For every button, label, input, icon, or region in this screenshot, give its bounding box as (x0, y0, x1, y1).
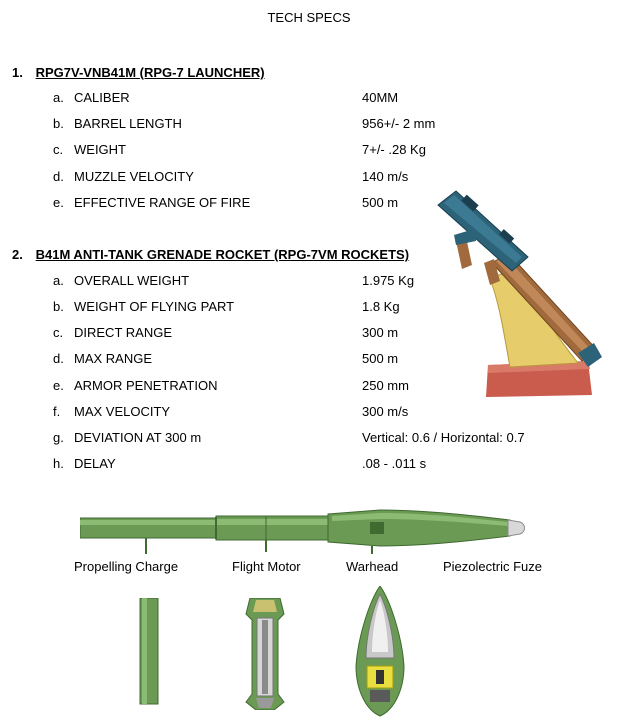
launcher-illustration (430, 185, 605, 400)
spec-label: DIRECT RANGE (74, 325, 172, 340)
spec-label: EFFECTIVE RANGE OF FIRE (74, 195, 251, 210)
spec-label: BARREL LENGTH (74, 116, 182, 131)
spec-value: 956+/- 2 mm (362, 116, 436, 131)
spec-value: 500 m (362, 195, 399, 210)
spec-label: DEVIATION AT 300 m (74, 430, 202, 445)
spec-value: 300 m (362, 325, 399, 340)
warhead-illustration (350, 586, 410, 718)
section-2-heading (12, 247, 409, 262)
spec-value: 1.975 Kg (362, 273, 415, 288)
spec-letter: c. (53, 325, 64, 340)
spec-letter: e. (53, 378, 64, 393)
spec-letter: a. (53, 90, 64, 105)
spec-letter: c. (53, 142, 64, 157)
spec-letter: b. (53, 116, 64, 131)
spec-value: 40MM (362, 90, 399, 105)
spec-label: DELAY (74, 456, 116, 471)
page-title: TECH SPECS (267, 10, 351, 25)
spec-label: WEIGHT (74, 142, 126, 157)
spec-value: 250 mm (362, 378, 409, 393)
caption-fuze: Piezolectric Fuze (443, 559, 542, 574)
spec-value: Vertical: 0.6 / Horizontal: 0.7 (362, 430, 525, 445)
spec-label: MAX RANGE (74, 351, 153, 366)
spec-value: .08 - .011 s (362, 456, 427, 471)
spec-label: WEIGHT OF FLYING PART (74, 299, 235, 314)
section-title: B41M ANTI-TANK GRENADE ROCKET (RPG-7VM ROCKETS) (35, 247, 410, 262)
spec-value: 7+/- .28 Kg (362, 142, 426, 157)
spec-letter: f. (53, 404, 61, 419)
section-title: RPG7V-VNB41M (RPG-7 LAUNCHER) (35, 65, 265, 80)
rocket-illustration (80, 508, 530, 556)
spec-value: 300 m/s (362, 404, 409, 419)
section-number: 2. (12, 247, 23, 262)
section-number: 1. (12, 65, 23, 80)
spec-label: MAX VELOCITY (74, 404, 171, 419)
spec-label: OVERALL WEIGHT (74, 273, 190, 288)
caption-warhead: Warhead (346, 559, 399, 574)
spec-letter: g. (53, 430, 64, 445)
spec-label: MUZZLE VELOCITY (74, 169, 194, 184)
spec-value: 1.8 Kg (362, 299, 400, 314)
propelling-charge-illustration (138, 598, 162, 706)
spec-letter: d. (53, 169, 64, 184)
spec-letter: a. (53, 273, 64, 288)
spec-value: 500 m (362, 351, 399, 366)
spec-letter: e. (53, 195, 64, 210)
caption-flight-motor: Flight Motor (232, 559, 301, 574)
caption-propelling-charge: Propelling Charge (74, 559, 179, 574)
spec-value: 140 m/s (362, 169, 409, 184)
flight-motor-illustration (244, 598, 286, 710)
spec-label: ARMOR PENETRATION (74, 378, 218, 393)
spec-letter: h. (53, 456, 64, 471)
spec-letter: d. (53, 351, 64, 366)
spec-letter: b. (53, 299, 64, 314)
section-1-heading (12, 65, 265, 80)
spec-label: CALIBER (74, 90, 130, 105)
